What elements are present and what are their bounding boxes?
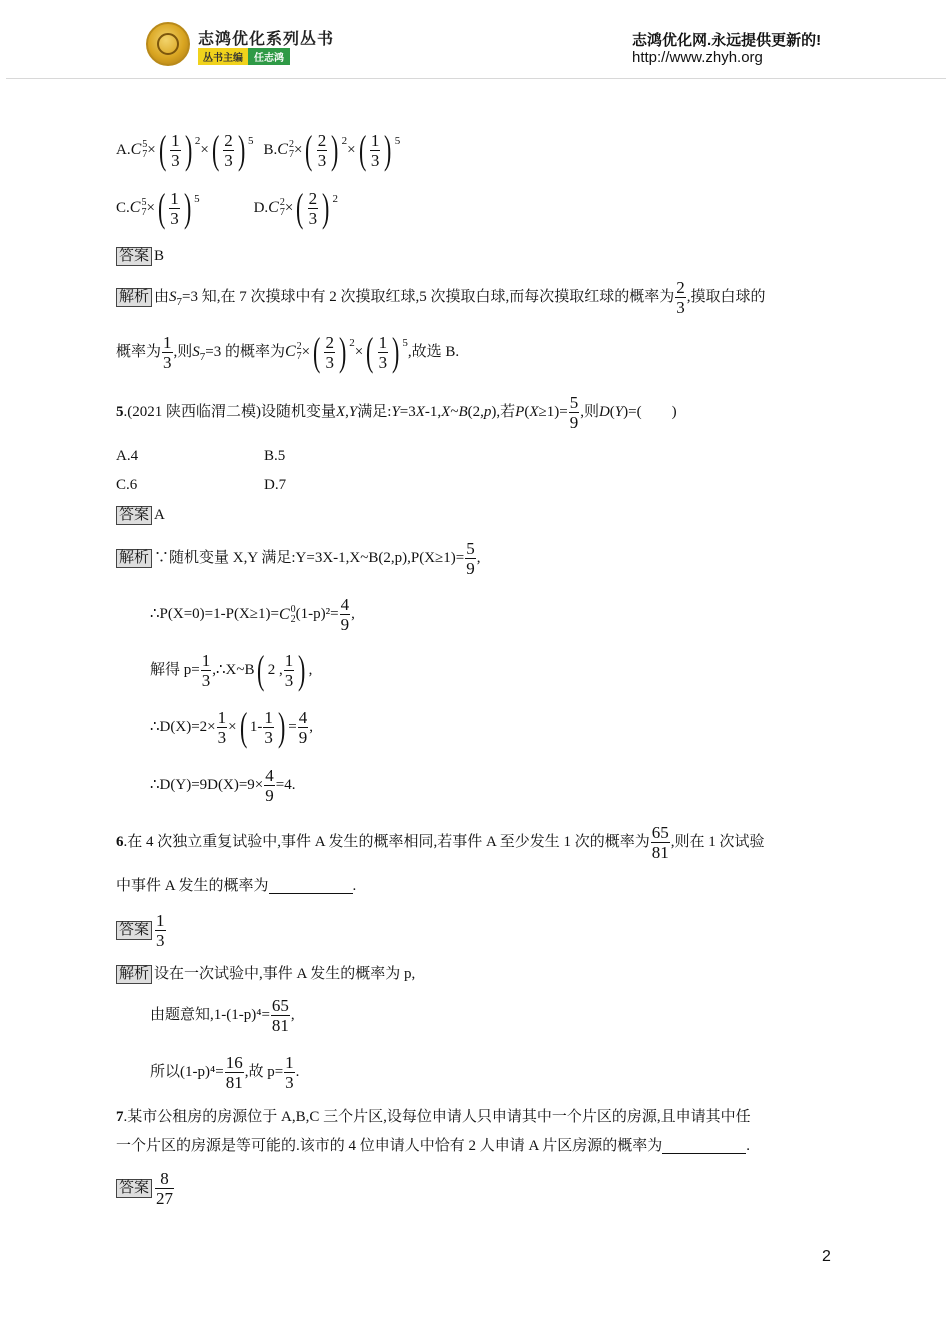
question-text: ,则 <box>580 404 599 420</box>
fraction: $\frac{1}{3}$ <box>285 1053 294 1092</box>
analysis-text: 由题意知,1-(1-p)⁴= <box>150 1007 270 1023</box>
q4-option-a-label: A. <box>116 141 131 158</box>
question-text: .某市公租房的房源位于 A,B,C 三个片区,设每位申请人只申请其中一个片区的房源,且申请其中任 <box>123 1109 751 1125</box>
q4-answer <box>116 247 164 266</box>
q5-options-row-1 <box>116 449 285 464</box>
analysis-text: 由 <box>154 289 170 305</box>
header-divider <box>6 78 946 79</box>
q4-analysis-line-1: 解析 由 S 7 =3 知,在 7 次摸球中有 2 次摸取红球,5 次摸取白球,而每次摸取红球的概率为 $\frac{2}{3}$ ,摸取白球的 <box>116 278 766 317</box>
question-text: ,则在 1 次试验 <box>670 834 765 850</box>
analysis-text: ∴P(X=0)=1-P(X≥1)= <box>150 606 279 622</box>
q5-analysis-step-4: ∴D(X)=2× $\frac{1}{3}$ × ( 1- $\frac{1}{3}$ ) = $\frac{4}{9}$ , <box>150 704 313 749</box>
q4-analysis-line-2: 概率为 $\frac{1}{3}$ ,则 S 7 =3 的概率为 C 2 7 × ( $\frac{2}{3}$ ) 2 × ( $\frac{1}{3}$ ) 5 ,故选 B. <box>116 329 460 374</box>
q6-stem-line-1 <box>116 823 765 862</box>
analysis-text: ,故选 B. <box>407 343 460 360</box>
q5-option-d: D.7 <box>264 477 287 493</box>
slogan: 志鸿优化网.永远提供更新的! <box>632 32 822 49</box>
combination: C 0 2 <box>278 603 296 625</box>
q7-answer <box>116 1169 175 1208</box>
fraction: $\frac{1}{3}$ <box>370 130 380 170</box>
q4-option-row-1: A. C 5 7 × ( $\frac{1}{3}$ ) 2 × ( $\frac{2}{3}$ ) 5 B. C 2 7 × ( $\frac{2}{3}$ ) 2 × ( $\frac{1}{3}$ ) 5 <box>116 127 401 172</box>
q6-answer <box>116 911 167 950</box>
question-text: .在 4 次独立重复试验中,事件 A 发生的概率相同,若事件 A 至少发生 1 次的概率为 <box>123 834 650 850</box>
question-text: 一个片区的房源是等可能的.该市的 4 位申请人中恰有 2 人申请 A 片区房源的概率为 <box>116 1138 663 1154</box>
analysis-text: ∴D(Y)=9D(X)=9× <box>150 777 264 793</box>
q5-answer <box>116 506 165 525</box>
editor-name: 任志鸿 <box>248 48 290 65</box>
analysis-tag: 解析 <box>116 288 152 307</box>
question-text: .(2021 陕西临渭二模)设随机变量 <box>123 404 336 420</box>
fraction: $\frac{4}{9}$ <box>265 766 274 805</box>
fraction: $\frac{1}{3}$ <box>170 188 179 228</box>
combination: C 2 7 <box>268 197 285 218</box>
q4-option-row-2: C. C 5 7 × ( $\frac{1}{3}$ ) 5 D. C 2 7 × ( $\frac{2}{3}$ ) 2 <box>116 185 338 230</box>
combination: C 2 7 <box>277 139 294 160</box>
q6-analysis-step-2: 由题意知,1-(1-p)⁴= $\frac{65}{81}$ , <box>150 996 295 1035</box>
answer-blank[interactable] <box>269 879 353 894</box>
analysis-text: ,摸取白球的 <box>686 289 766 305</box>
q5-option-b: B.5 <box>264 448 286 464</box>
q5-answer-value: A <box>154 507 165 523</box>
q4-option-c-label: C. <box>116 199 130 216</box>
page-header <box>0 0 950 82</box>
analysis-text: ,∴X~B <box>212 661 255 678</box>
combination: C 2 7 <box>285 341 302 362</box>
fraction: $\frac{2}{3}$ <box>676 278 685 317</box>
q7-stem-line-2: 一个片区的房源是等可能的.该市的 4 位申请人中恰有 2 人申请 A 片区房源的概率为 . <box>116 1138 751 1154</box>
fraction: $\frac{2}{3}$ <box>317 130 327 170</box>
fraction: $\frac{1}{3}$ <box>163 332 172 372</box>
q5-option-a: A.4 <box>116 448 139 464</box>
analysis-text: =4. <box>275 777 296 793</box>
question-text: 中事件 A 发生的概率为 <box>116 878 269 894</box>
answer-tag: 答案 <box>116 247 152 266</box>
q4-option-d-label: D. <box>253 199 269 216</box>
question-text: 满足: <box>357 404 392 420</box>
fraction: $\frac{1}{3}$ <box>378 332 388 372</box>
fraction: $\frac{8}{27}$ <box>156 1169 174 1208</box>
analysis-text: ∴D(X)=2× <box>150 718 216 735</box>
editor-label: 丛书主编 <box>198 48 248 65</box>
analysis-text: 解得 p= <box>150 661 200 678</box>
series-title: 志鸿优化系列丛书 <box>198 31 335 48</box>
fraction: $\frac{65}{81}$ <box>271 996 289 1035</box>
fraction: $\frac{2}{3}$ <box>224 130 233 170</box>
question-text: ,若 <box>496 404 516 420</box>
combination: C 5 7 <box>130 139 148 160</box>
analysis-text: =3 知,在 7 次摸球中有 2 次摸取红球,5 次摸取白球,而每次摸取红球的概率为 <box>182 289 675 305</box>
q5-analysis-step-2: ∴P(X=0)=1-P(X≥1)= C 0 2 (1-p)²= $\frac{4}{9}$ , <box>150 595 355 634</box>
q4-answer-value: B <box>154 248 165 264</box>
fraction: $\frac{16}{81}$ <box>225 1053 243 1092</box>
fraction: $\frac{5}{9}$ <box>466 539 475 578</box>
q4-option-b-label: B. <box>263 141 278 158</box>
question-number: 6 <box>116 834 124 850</box>
question-text: =( ) <box>628 404 677 420</box>
q6-analysis-step-3: 所以(1-p)⁴= $\frac{16}{81}$ ,故 p= $\frac{1}{3}$ . <box>150 1053 300 1092</box>
analysis-tag: 解析 <box>116 965 152 984</box>
analysis-text: ,故 p= <box>244 1064 284 1080</box>
q5-options-row-2 <box>116 478 286 493</box>
logo-seal-icon <box>146 22 190 66</box>
fraction: $\frac{1}{3}$ <box>156 911 165 950</box>
analysis-text: =3 的概率为 <box>205 343 285 360</box>
answer-tag: 答案 <box>116 1179 152 1198</box>
fraction: $\frac{5}{9}$ <box>569 393 579 432</box>
editor-credit <box>198 48 290 65</box>
analysis-text: ∵随机变量 X,Y 满足:Y=3X-1,X~B(2,p),P(X≥1)= <box>154 550 465 566</box>
question-number: 7 <box>116 1109 124 1125</box>
q5-analysis-step-5 <box>150 766 295 805</box>
analysis-text: × <box>228 718 237 735</box>
analysis-text: 概率为 <box>116 343 162 360</box>
q6-stem-line-2: 中事件 A 发生的概率为 . <box>116 878 357 894</box>
answer-tag: 答案 <box>116 921 152 940</box>
fraction: $\frac{65}{81}$ <box>651 823 669 862</box>
analysis-text: ,则 <box>173 343 193 360</box>
answer-tag: 答案 <box>116 506 152 525</box>
fraction: $\frac{1}{3}$ <box>264 707 273 747</box>
q7-stem-line-1 <box>116 1110 751 1125</box>
fraction: $\frac{2}{3}$ <box>325 332 334 372</box>
analysis-text: 设在一次试验中,事件 A 发生的概率为 p, <box>154 966 416 982</box>
analysis-text: (1-p)²= <box>295 606 339 622</box>
page-number: 2 <box>822 1248 831 1265</box>
fraction: $\frac{4}{9}$ <box>298 707 308 747</box>
q5-stem: 5 .(2021 陕西临渭二模)设随机变量 X , Y 满足: Y =3 X -1, X ~ B (2, p ) ,若 P ( X ≥1)= $\frac{5}{9}$ ,则 D ( Y ) =( ) <box>116 393 677 432</box>
fraction: $\frac{1}{3}$ <box>201 650 211 690</box>
analysis-text: 所以(1-p)⁴= <box>150 1064 224 1080</box>
q5-option-c: C.6 <box>116 477 138 493</box>
answer-blank[interactable] <box>662 1139 746 1154</box>
site-url[interactable]: http://www.zhyh.org <box>632 49 763 66</box>
combination: C 5 7 <box>129 197 147 218</box>
analysis-tag: 解析 <box>116 549 152 568</box>
q5-analysis-step-3: 解得 p= $\frac{1}{3}$ ,∴X~B ( 2 , $\frac{1}{3}$ ) , <box>150 647 313 692</box>
fraction: $\frac{1}{3}$ <box>217 707 227 747</box>
fraction: $\frac{4}{9}$ <box>340 595 350 634</box>
question-number: 5 <box>116 404 124 420</box>
fraction: $\frac{2}{3}$ <box>308 188 318 228</box>
q5-analysis-step-1: 解析 ∵随机变量 X,Y 满足:Y=3X-1,X~B(2,p),P(X≥1)= $\frac{5}{9}$ , <box>116 539 480 578</box>
fraction: $\frac{1}{3}$ <box>171 130 180 170</box>
analysis-text: 1- <box>249 718 263 735</box>
fraction: $\frac{1}{3}$ <box>284 650 294 690</box>
q6-analysis-step-1 <box>116 965 415 984</box>
